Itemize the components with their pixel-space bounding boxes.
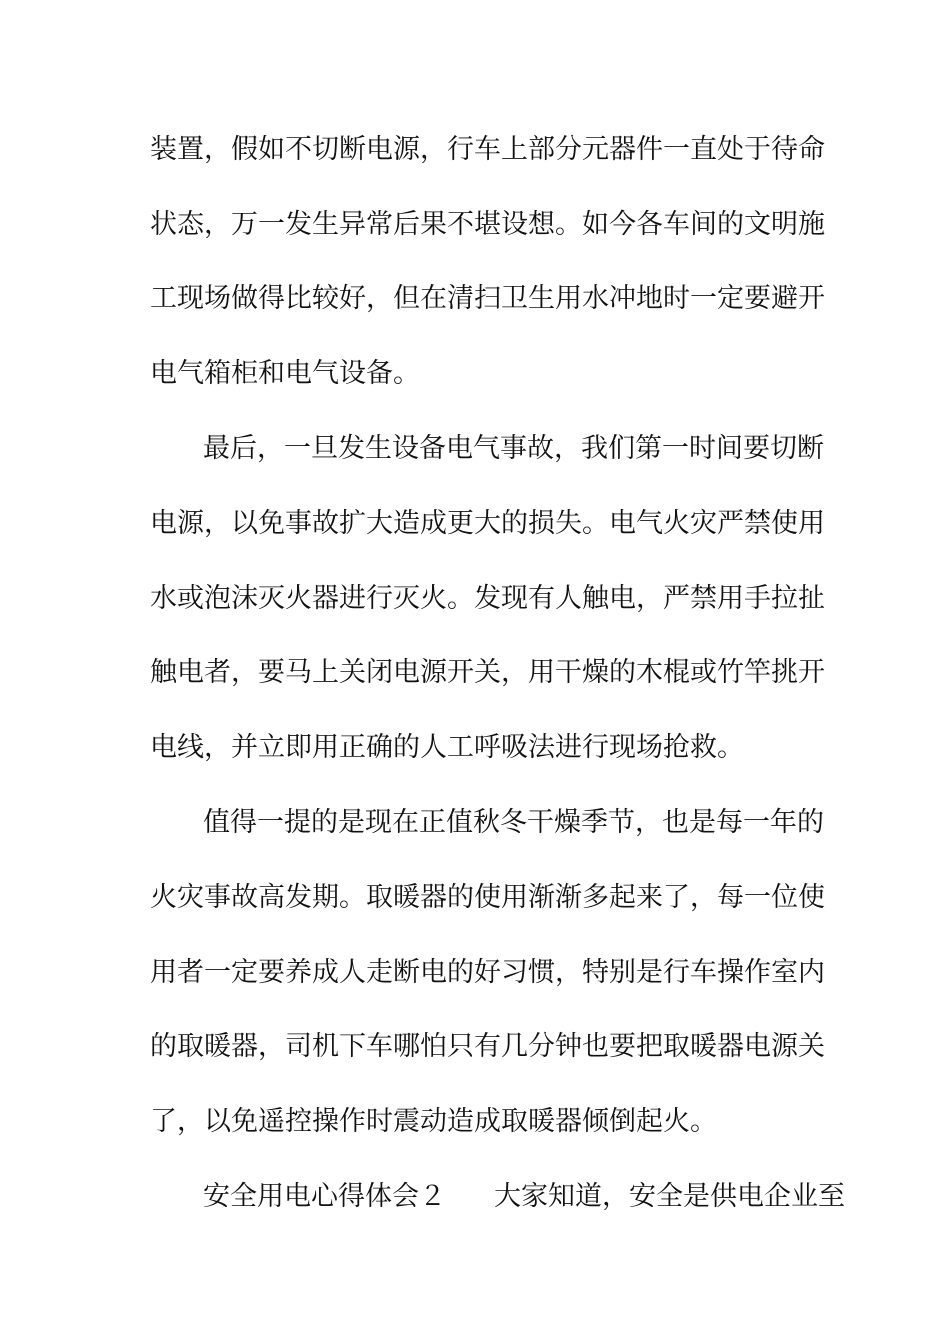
- paragraph-first-line: 最后，一旦发生设备电气事故，我们第一时间要切断: [203, 433, 824, 464]
- text-line: 了，以免遥控操作时震动造成取暖器倾倒起火。: [150, 1106, 717, 1137]
- text-line: 装置，假如不切断电源，行车上部分元器件一直处于待命: [150, 134, 825, 165]
- text-line: 触电者，要马上关闭电源开关，用干燥的木棍或竹竿挑开: [150, 657, 825, 688]
- section-continuation: 大家知道，安全是供电企业至: [494, 1181, 845, 1212]
- section-line: [203, 1177, 845, 1217]
- text-line: 水或泡沫灭火器进行灭火。发现有人触电，严禁用手拉扯: [150, 583, 825, 614]
- section-heading: 安全用电心得体会２: [203, 1181, 446, 1212]
- text-line: 火灾事故高发期。取暖器的使用渐渐多起来了，每一位使: [150, 882, 825, 913]
- text-line: 用者一定要养成人走断电的好习惯，特别是行车操作室内: [150, 957, 825, 988]
- text-line: 工现场做得比较好，但在清扫卫生用水冲地时一定要避开: [150, 283, 825, 314]
- text-line: 电源，以免事故扩大造成更大的损失。电气火灾严禁使用: [150, 508, 825, 539]
- text-line: 电气箱柜和电气设备。: [150, 358, 420, 389]
- paragraph-first-line: 值得一提的是现在正值秋冬干燥季节，也是每一年的: [203, 807, 824, 838]
- text-line: 电线，并立即用正确的人工呼吸法进行现场抢救。: [150, 732, 744, 763]
- text-line: 状态，万一发生异常后果不堪设想。如今各车间的文明施: [150, 209, 825, 240]
- text-line: 的取暖器，司机下车哪怕只有几分钟也要把取暖器电源关: [150, 1031, 825, 1062]
